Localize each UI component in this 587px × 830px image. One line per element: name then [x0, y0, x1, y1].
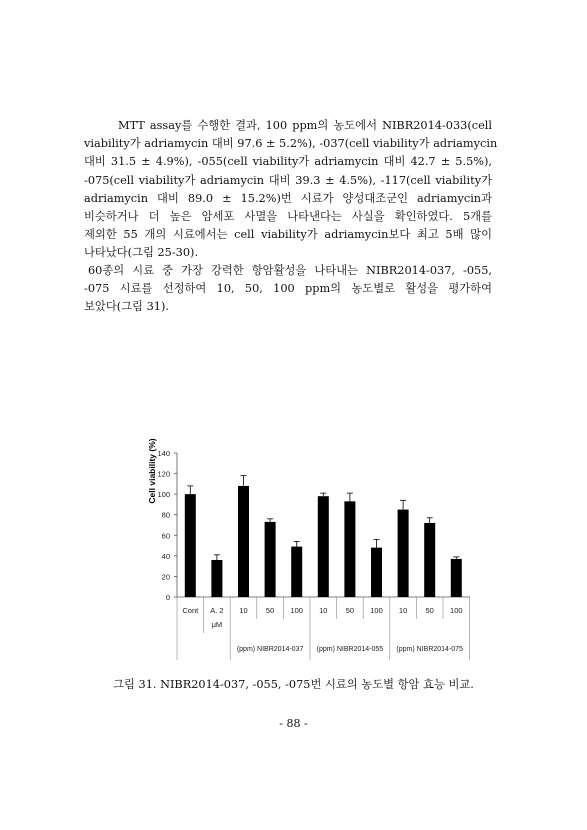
- paragraph-line: 제외한 55 개의 시료에서는 cell viability가 adriamycin보다 최고 5배 많이: [84, 228, 492, 242]
- x-tick-label: 50: [265, 606, 275, 615]
- group-label: (ppm) NIBR2014-075: [396, 646, 463, 653]
- bar: [265, 522, 276, 597]
- page-number: - 88 -: [279, 717, 308, 730]
- y-tick-label: 80: [161, 510, 170, 520]
- figure-caption: 그림 31. NIBR2014-037, -055, -075번 시료의 농도별 항암 효능 비교.: [113, 678, 474, 691]
- x-tick-label: 50: [425, 606, 434, 615]
- x-tick-label: 100: [450, 606, 463, 615]
- x-tick-label: Cont: [182, 606, 199, 615]
- group-label: (ppm) NIBR2014-055: [316, 646, 384, 653]
- x-tick-label: A. 2: [210, 606, 224, 615]
- bar: [291, 547, 302, 597]
- bar: [185, 494, 196, 597]
- paragraph-line: -075(cell viability가 adriamycin 대비 39.3 ± 4.5%), -117(cell viability가: [84, 173, 492, 187]
- paragraph-line: MTT assay를 수행한 결과, 100 ppm의 농도에서 NIBR2014-033(cell: [118, 119, 492, 132]
- y-tick-label: 40: [161, 551, 170, 561]
- chart-bars: [185, 476, 462, 597]
- x-tick-label: 100: [370, 606, 383, 615]
- paragraph-line: 대비 31.5 ± 4.9%), -055(cell viability가 adriamycin 대비 42.7 ± 5.5%),: [84, 155, 492, 169]
- y-tick-label: 100: [157, 490, 170, 500]
- y-tick-label: 140: [157, 449, 170, 458]
- y-tick-label: 60: [161, 531, 170, 541]
- y-axis-label: Cell viability (%): [147, 438, 157, 504]
- paragraph-line: adriamycin 대비 89.0 ± 15.2%)번 시료가 양성대조군인 adriamycin과: [84, 191, 492, 205]
- bar: [318, 496, 329, 597]
- bar: [424, 523, 435, 597]
- x-tick-label: 10: [398, 606, 408, 615]
- y-tick-label: 0: [165, 593, 170, 602]
- x-tick-label: 10: [239, 606, 248, 615]
- paragraph-line: viability가 adriamycin 대비 97.6 ± 5.2%), -037(cell viability가 adriamycin: [84, 137, 498, 151]
- paragraph-line: 비슷하거나 더 높은 암세포 사멸을 나타낸다는 사실을 확인하였다. 5개를: [84, 210, 492, 224]
- y-tick-label: 120: [157, 469, 170, 479]
- x-tick-label: 100: [290, 606, 303, 615]
- bar: [398, 510, 409, 597]
- paragraph-line: -075 시료를 선정하여 10, 50, 100 ppm의 농도별로 활성을 평가하여: [84, 282, 492, 296]
- chart-x-labels: [182, 606, 462, 629]
- paragraph-line: 보았다(그림 31).: [84, 300, 169, 314]
- paragraph-line: 60종의 시료 중 가장 강력한 항암활성을 나타내는 NIBR2014-037, -055,: [88, 264, 492, 277]
- y-tick-label: 20: [161, 572, 170, 582]
- x-tick-label: 10: [319, 606, 328, 615]
- x-tick-label: μM: [211, 620, 223, 629]
- paragraph-line: 나타났다(그림 25-30).: [84, 246, 199, 260]
- bar: [371, 548, 382, 597]
- chart-axes: [157, 449, 470, 602]
- bar: [451, 559, 462, 597]
- bar: [238, 486, 249, 597]
- x-tick-label: 50: [345, 606, 355, 615]
- group-label: (ppm) NIBR2014-037: [236, 646, 304, 653]
- bar: [344, 501, 355, 597]
- bar: [211, 560, 222, 597]
